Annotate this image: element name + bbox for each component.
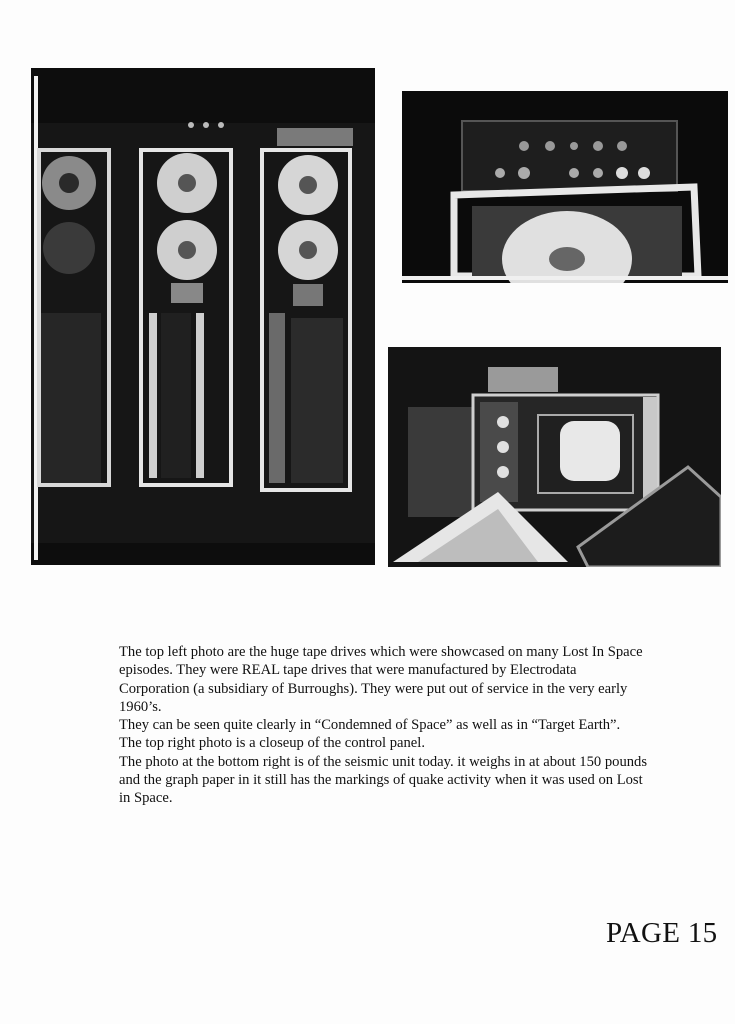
caption-paragraph-tape-drives: The top left photo are the huge tape drives which were showcased on many Lost In Space episodes. They were REAL tape drives that were manufactured by Electrodata Corporation (a subsidiary of Burroughs). They were put out of service in the very early 1960’s. [119, 644, 643, 715]
photo-tape-drives [31, 68, 375, 565]
photo-seismic-unit [388, 347, 721, 567]
page-number: PAGE 15 [606, 917, 718, 949]
caption-paragraph-control-panel: The top right photo is a closeup of the control panel. [119, 735, 425, 752]
caption-paragraph-episodes: They can be seen quite clearly in “Condemned of Space” as well as in “Target Earth”. [119, 717, 621, 734]
caption-text [119, 643, 649, 808]
caption-paragraph-seismic-unit: The photo at the bottom right is of the seismic unit today. it weighs in at about 150 pounds and the graph paper in it still has the markings of quake activity when it was used on Lost in Space. [119, 753, 648, 807]
photo-control-panel [402, 91, 728, 283]
